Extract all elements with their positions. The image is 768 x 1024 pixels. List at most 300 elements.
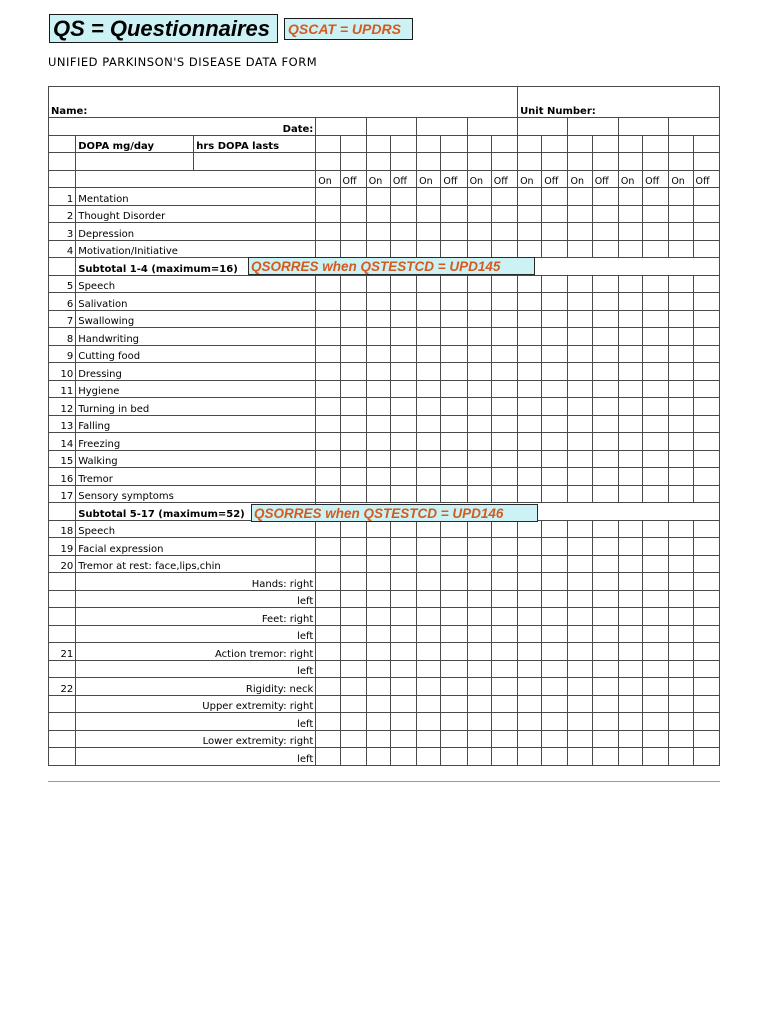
score-cell[interactable] (643, 153, 669, 171)
score-cell[interactable] (518, 275, 542, 293)
score-cell[interactable] (618, 660, 642, 678)
score-cell[interactable] (592, 520, 618, 538)
score-cell[interactable] (618, 695, 642, 713)
score-cell[interactable] (390, 363, 416, 381)
score-cell[interactable] (592, 380, 618, 398)
score-cell[interactable] (390, 468, 416, 486)
score-cell[interactable] (542, 450, 568, 468)
score-cell[interactable] (316, 520, 340, 538)
score-cell[interactable] (417, 625, 441, 643)
score-cell[interactable] (618, 205, 642, 223)
score-cell[interactable] (618, 450, 642, 468)
score-cell[interactable] (340, 398, 366, 416)
score-cell[interactable] (693, 380, 719, 398)
score-cell[interactable] (417, 433, 441, 451)
score-cell[interactable] (542, 468, 568, 486)
name-field[interactable]: Name: (49, 87, 518, 118)
score-cell[interactable] (568, 520, 592, 538)
score-cell[interactable] (693, 415, 719, 433)
score-cell[interactable] (467, 310, 491, 328)
score-cell[interactable] (693, 153, 719, 171)
score-cell[interactable] (491, 555, 517, 573)
score-cell[interactable] (693, 468, 719, 486)
score-cell[interactable] (441, 240, 467, 258)
score-cell[interactable] (592, 678, 618, 696)
score-cell[interactable] (417, 205, 441, 223)
score-cell[interactable] (518, 240, 542, 258)
score-cell[interactable] (340, 135, 366, 153)
score-cell[interactable] (441, 310, 467, 328)
score-cell[interactable] (467, 713, 491, 731)
score-cell[interactable] (643, 205, 669, 223)
score-cell[interactable] (618, 275, 642, 293)
score-cell[interactable] (568, 748, 592, 766)
score-cell[interactable] (366, 643, 390, 661)
score-cell[interactable] (518, 730, 542, 748)
score-cell[interactable] (340, 713, 366, 731)
score-cell[interactable] (542, 188, 568, 206)
score-cell[interactable] (491, 643, 517, 661)
score-cell[interactable] (316, 433, 340, 451)
score-cell[interactable] (366, 223, 390, 241)
score-cell[interactable] (643, 275, 669, 293)
score-cell[interactable] (441, 223, 467, 241)
score-cell[interactable] (542, 240, 568, 258)
score-cell[interactable] (669, 205, 693, 223)
score-cell[interactable] (467, 205, 491, 223)
score-cell[interactable] (417, 188, 441, 206)
score-cell[interactable] (316, 345, 340, 363)
score-cell[interactable] (390, 135, 416, 153)
score-cell[interactable] (491, 310, 517, 328)
score-cell[interactable] (592, 205, 618, 223)
score-cell[interactable] (618, 415, 642, 433)
score-cell[interactable] (518, 678, 542, 696)
score-cell[interactable] (643, 293, 669, 311)
score-cell[interactable] (417, 660, 441, 678)
score-cell[interactable] (467, 660, 491, 678)
score-cell[interactable] (417, 643, 441, 661)
score-cell[interactable] (417, 573, 441, 591)
score-cell[interactable] (441, 730, 467, 748)
score-cell[interactable] (643, 660, 669, 678)
score-cell[interactable] (491, 468, 517, 486)
score-cell[interactable] (366, 275, 390, 293)
score-cell[interactable] (316, 730, 340, 748)
score-cell[interactable] (441, 485, 467, 503)
score-cell[interactable] (316, 363, 340, 381)
score-cell[interactable] (316, 660, 340, 678)
score-cell[interactable] (568, 293, 592, 311)
score-cell[interactable] (618, 713, 642, 731)
score-cell[interactable] (340, 363, 366, 381)
score-cell[interactable] (592, 660, 618, 678)
score-cell[interactable] (618, 363, 642, 381)
score-cell[interactable] (390, 695, 416, 713)
score-cell[interactable] (441, 205, 467, 223)
score-cell[interactable] (643, 485, 669, 503)
score-cell[interactable] (467, 625, 491, 643)
score-cell[interactable] (643, 450, 669, 468)
score-cell[interactable] (643, 748, 669, 766)
score-cell[interactable] (518, 380, 542, 398)
score-cell[interactable] (643, 590, 669, 608)
score-cell[interactable] (366, 135, 390, 153)
score-cell[interactable] (669, 415, 693, 433)
score-cell[interactable] (592, 625, 618, 643)
score-cell[interactable] (441, 275, 467, 293)
score-cell[interactable] (366, 398, 390, 416)
score-cell[interactable] (491, 153, 517, 171)
score-cell[interactable] (693, 695, 719, 713)
score-cell[interactable] (568, 275, 592, 293)
score-cell[interactable] (366, 695, 390, 713)
score-cell[interactable] (518, 328, 542, 346)
score-cell[interactable] (366, 678, 390, 696)
score-cell[interactable] (618, 328, 642, 346)
score-cell[interactable] (592, 485, 618, 503)
score-cell[interactable] (340, 380, 366, 398)
score-cell[interactable] (669, 590, 693, 608)
score-cell[interactable] (643, 713, 669, 731)
score-cell[interactable] (441, 643, 467, 661)
score-cell[interactable] (417, 398, 441, 416)
score-cell[interactable] (568, 450, 592, 468)
score-cell[interactable] (340, 275, 366, 293)
score-cell[interactable] (669, 450, 693, 468)
score-cell[interactable] (316, 625, 340, 643)
score-cell[interactable] (618, 573, 642, 591)
score-cell[interactable] (417, 695, 441, 713)
score-cell[interactable] (669, 485, 693, 503)
score-cell[interactable] (518, 643, 542, 661)
score-cell[interactable] (366, 573, 390, 591)
score-cell[interactable] (592, 608, 618, 626)
score-cell[interactable] (417, 485, 441, 503)
score-cell[interactable] (542, 678, 568, 696)
score-cell[interactable] (518, 188, 542, 206)
score-cell[interactable] (518, 205, 542, 223)
score-cell[interactable] (669, 188, 693, 206)
score-cell[interactable] (417, 555, 441, 573)
score-cell[interactable] (390, 555, 416, 573)
score-cell[interactable] (340, 678, 366, 696)
score-cell[interactable] (491, 625, 517, 643)
score-cell[interactable] (643, 643, 669, 661)
score-cell[interactable] (467, 153, 491, 171)
score-cell[interactable] (518, 608, 542, 626)
score-cell[interactable] (316, 328, 340, 346)
score-cell[interactable] (417, 520, 441, 538)
score-cell[interactable] (316, 678, 340, 696)
score-cell[interactable] (417, 608, 441, 626)
score-cell[interactable] (643, 380, 669, 398)
score-cell[interactable] (592, 275, 618, 293)
score-cell[interactable] (467, 328, 491, 346)
score-cell[interactable] (441, 713, 467, 731)
score-cell[interactable] (693, 275, 719, 293)
score-cell[interactable] (316, 398, 340, 416)
score-cell[interactable] (568, 730, 592, 748)
score-cell[interactable] (518, 485, 542, 503)
score-cell[interactable] (340, 293, 366, 311)
score-cell[interactable] (467, 643, 491, 661)
score-cell[interactable] (618, 555, 642, 573)
score-cell[interactable] (491, 730, 517, 748)
score-cell[interactable] (592, 695, 618, 713)
score-cell[interactable] (669, 608, 693, 626)
score-cell[interactable] (518, 538, 542, 556)
score-cell[interactable] (618, 135, 642, 153)
score-cell[interactable] (568, 205, 592, 223)
score-cell[interactable] (518, 520, 542, 538)
score-cell[interactable] (518, 713, 542, 731)
score-cell[interactable] (542, 310, 568, 328)
score-cell[interactable] (417, 468, 441, 486)
score-cell[interactable] (693, 485, 719, 503)
score-cell[interactable] (693, 660, 719, 678)
score-cell[interactable] (441, 380, 467, 398)
score-cell[interactable] (542, 538, 568, 556)
score-cell[interactable] (417, 328, 441, 346)
score-cell[interactable] (643, 188, 669, 206)
score-cell[interactable] (568, 363, 592, 381)
score-cell[interactable] (441, 678, 467, 696)
score-cell[interactable] (669, 223, 693, 241)
score-cell[interactable] (568, 608, 592, 626)
score-cell[interactable] (643, 135, 669, 153)
score-cell[interactable] (467, 135, 491, 153)
score-cell[interactable] (316, 555, 340, 573)
score-cell[interactable] (669, 555, 693, 573)
score-cell[interactable] (669, 748, 693, 766)
score-cell[interactable] (592, 590, 618, 608)
score-cell[interactable] (390, 398, 416, 416)
date-cell[interactable] (316, 118, 366, 136)
score-cell[interactable] (316, 590, 340, 608)
score-cell[interactable] (542, 328, 568, 346)
score-cell[interactable] (568, 240, 592, 258)
score-cell[interactable] (316, 538, 340, 556)
score-cell[interactable] (467, 608, 491, 626)
score-cell[interactable] (643, 415, 669, 433)
score-cell[interactable] (390, 223, 416, 241)
score-cell[interactable] (316, 240, 340, 258)
score-cell[interactable] (366, 608, 390, 626)
score-cell[interactable] (390, 730, 416, 748)
score-cell[interactable] (316, 153, 340, 171)
score-cell[interactable] (643, 328, 669, 346)
hrs-dopa-value-cell[interactable] (194, 153, 316, 171)
score-cell[interactable] (366, 590, 390, 608)
score-cell[interactable] (669, 695, 693, 713)
score-cell[interactable] (390, 660, 416, 678)
score-cell[interactable] (340, 415, 366, 433)
score-cell[interactable] (417, 748, 441, 766)
score-cell[interactable] (568, 223, 592, 241)
score-cell[interactable] (618, 240, 642, 258)
score-cell[interactable] (693, 205, 719, 223)
score-cell[interactable] (518, 153, 542, 171)
score-cell[interactable] (643, 398, 669, 416)
score-cell[interactable] (441, 538, 467, 556)
score-cell[interactable] (366, 415, 390, 433)
score-cell[interactable] (417, 135, 441, 153)
score-cell[interactable] (441, 293, 467, 311)
score-cell[interactable] (542, 520, 568, 538)
score-cell[interactable] (366, 730, 390, 748)
score-cell[interactable] (467, 345, 491, 363)
score-cell[interactable] (669, 328, 693, 346)
score-cell[interactable] (568, 135, 592, 153)
score-cell[interactable] (441, 660, 467, 678)
score-cell[interactable] (568, 643, 592, 661)
dopa-value-cell[interactable] (76, 153, 194, 171)
score-cell[interactable] (491, 590, 517, 608)
score-cell[interactable] (693, 678, 719, 696)
score-cell[interactable] (316, 748, 340, 766)
score-cell[interactable] (366, 205, 390, 223)
score-cell[interactable] (518, 433, 542, 451)
score-cell[interactable] (417, 730, 441, 748)
score-cell[interactable] (340, 608, 366, 626)
score-cell[interactable] (592, 538, 618, 556)
score-cell[interactable] (340, 205, 366, 223)
score-cell[interactable] (316, 275, 340, 293)
score-cell[interactable] (340, 328, 366, 346)
score-cell[interactable] (518, 660, 542, 678)
score-cell[interactable] (441, 590, 467, 608)
score-cell[interactable] (340, 433, 366, 451)
score-cell[interactable] (568, 468, 592, 486)
score-cell[interactable] (669, 538, 693, 556)
score-cell[interactable] (390, 188, 416, 206)
score-cell[interactable] (390, 538, 416, 556)
score-cell[interactable] (441, 345, 467, 363)
score-cell[interactable] (542, 555, 568, 573)
score-cell[interactable] (390, 573, 416, 591)
score-cell[interactable] (467, 275, 491, 293)
score-cell[interactable] (518, 415, 542, 433)
score-cell[interactable] (417, 450, 441, 468)
date-cell[interactable] (467, 118, 518, 136)
score-cell[interactable] (340, 310, 366, 328)
score-cell[interactable] (592, 223, 618, 241)
score-cell[interactable] (643, 678, 669, 696)
score-cell[interactable] (340, 240, 366, 258)
score-cell[interactable] (366, 153, 390, 171)
score-cell[interactable] (618, 188, 642, 206)
score-cell[interactable] (340, 153, 366, 171)
score-cell[interactable] (669, 643, 693, 661)
score-cell[interactable] (417, 678, 441, 696)
score-cell[interactable] (643, 310, 669, 328)
score-cell[interactable] (366, 625, 390, 643)
score-cell[interactable] (542, 730, 568, 748)
score-cell[interactable] (390, 275, 416, 293)
score-cell[interactable] (467, 678, 491, 696)
score-cell[interactable] (340, 625, 366, 643)
score-cell[interactable] (693, 135, 719, 153)
score-cell[interactable] (592, 293, 618, 311)
score-cell[interactable] (390, 520, 416, 538)
score-cell[interactable] (390, 485, 416, 503)
score-cell[interactable] (491, 415, 517, 433)
score-cell[interactable] (518, 363, 542, 381)
date-cell[interactable] (618, 118, 668, 136)
score-cell[interactable] (592, 240, 618, 258)
score-cell[interactable] (340, 345, 366, 363)
score-cell[interactable] (592, 468, 618, 486)
score-cell[interactable] (366, 660, 390, 678)
score-cell[interactable] (643, 538, 669, 556)
score-cell[interactable] (518, 468, 542, 486)
score-cell[interactable] (366, 485, 390, 503)
score-cell[interactable] (467, 240, 491, 258)
score-cell[interactable] (592, 415, 618, 433)
score-cell[interactable] (693, 748, 719, 766)
date-cell[interactable] (568, 118, 618, 136)
score-cell[interactable] (467, 485, 491, 503)
score-cell[interactable] (669, 573, 693, 591)
score-cell[interactable] (340, 468, 366, 486)
score-cell[interactable] (390, 345, 416, 363)
score-cell[interactable] (366, 328, 390, 346)
score-cell[interactable] (618, 433, 642, 451)
score-cell[interactable] (467, 468, 491, 486)
score-cell[interactable] (467, 293, 491, 311)
score-cell[interactable] (417, 345, 441, 363)
score-cell[interactable] (340, 590, 366, 608)
score-cell[interactable] (518, 573, 542, 591)
score-cell[interactable] (592, 555, 618, 573)
score-cell[interactable] (340, 223, 366, 241)
score-cell[interactable] (693, 713, 719, 731)
score-cell[interactable] (693, 538, 719, 556)
score-cell[interactable] (467, 188, 491, 206)
score-cell[interactable] (568, 625, 592, 643)
score-cell[interactable] (366, 468, 390, 486)
score-cell[interactable] (592, 643, 618, 661)
score-cell[interactable] (340, 573, 366, 591)
score-cell[interactable] (542, 713, 568, 731)
score-cell[interactable] (340, 188, 366, 206)
score-cell[interactable] (542, 625, 568, 643)
score-cell[interactable] (390, 293, 416, 311)
score-cell[interactable] (491, 380, 517, 398)
score-cell[interactable] (366, 555, 390, 573)
score-cell[interactable] (417, 415, 441, 433)
score-cell[interactable] (618, 223, 642, 241)
score-cell[interactable] (693, 450, 719, 468)
score-cell[interactable] (693, 625, 719, 643)
score-cell[interactable] (592, 310, 618, 328)
score-cell[interactable] (340, 538, 366, 556)
score-cell[interactable] (366, 363, 390, 381)
score-cell[interactable] (390, 643, 416, 661)
score-cell[interactable] (518, 398, 542, 416)
score-cell[interactable] (340, 695, 366, 713)
score-cell[interactable] (441, 555, 467, 573)
score-cell[interactable] (441, 328, 467, 346)
score-cell[interactable] (618, 293, 642, 311)
score-cell[interactable] (643, 730, 669, 748)
score-cell[interactable] (568, 310, 592, 328)
score-cell[interactable] (669, 363, 693, 381)
score-cell[interactable] (491, 695, 517, 713)
score-cell[interactable] (568, 380, 592, 398)
score-cell[interactable] (491, 678, 517, 696)
